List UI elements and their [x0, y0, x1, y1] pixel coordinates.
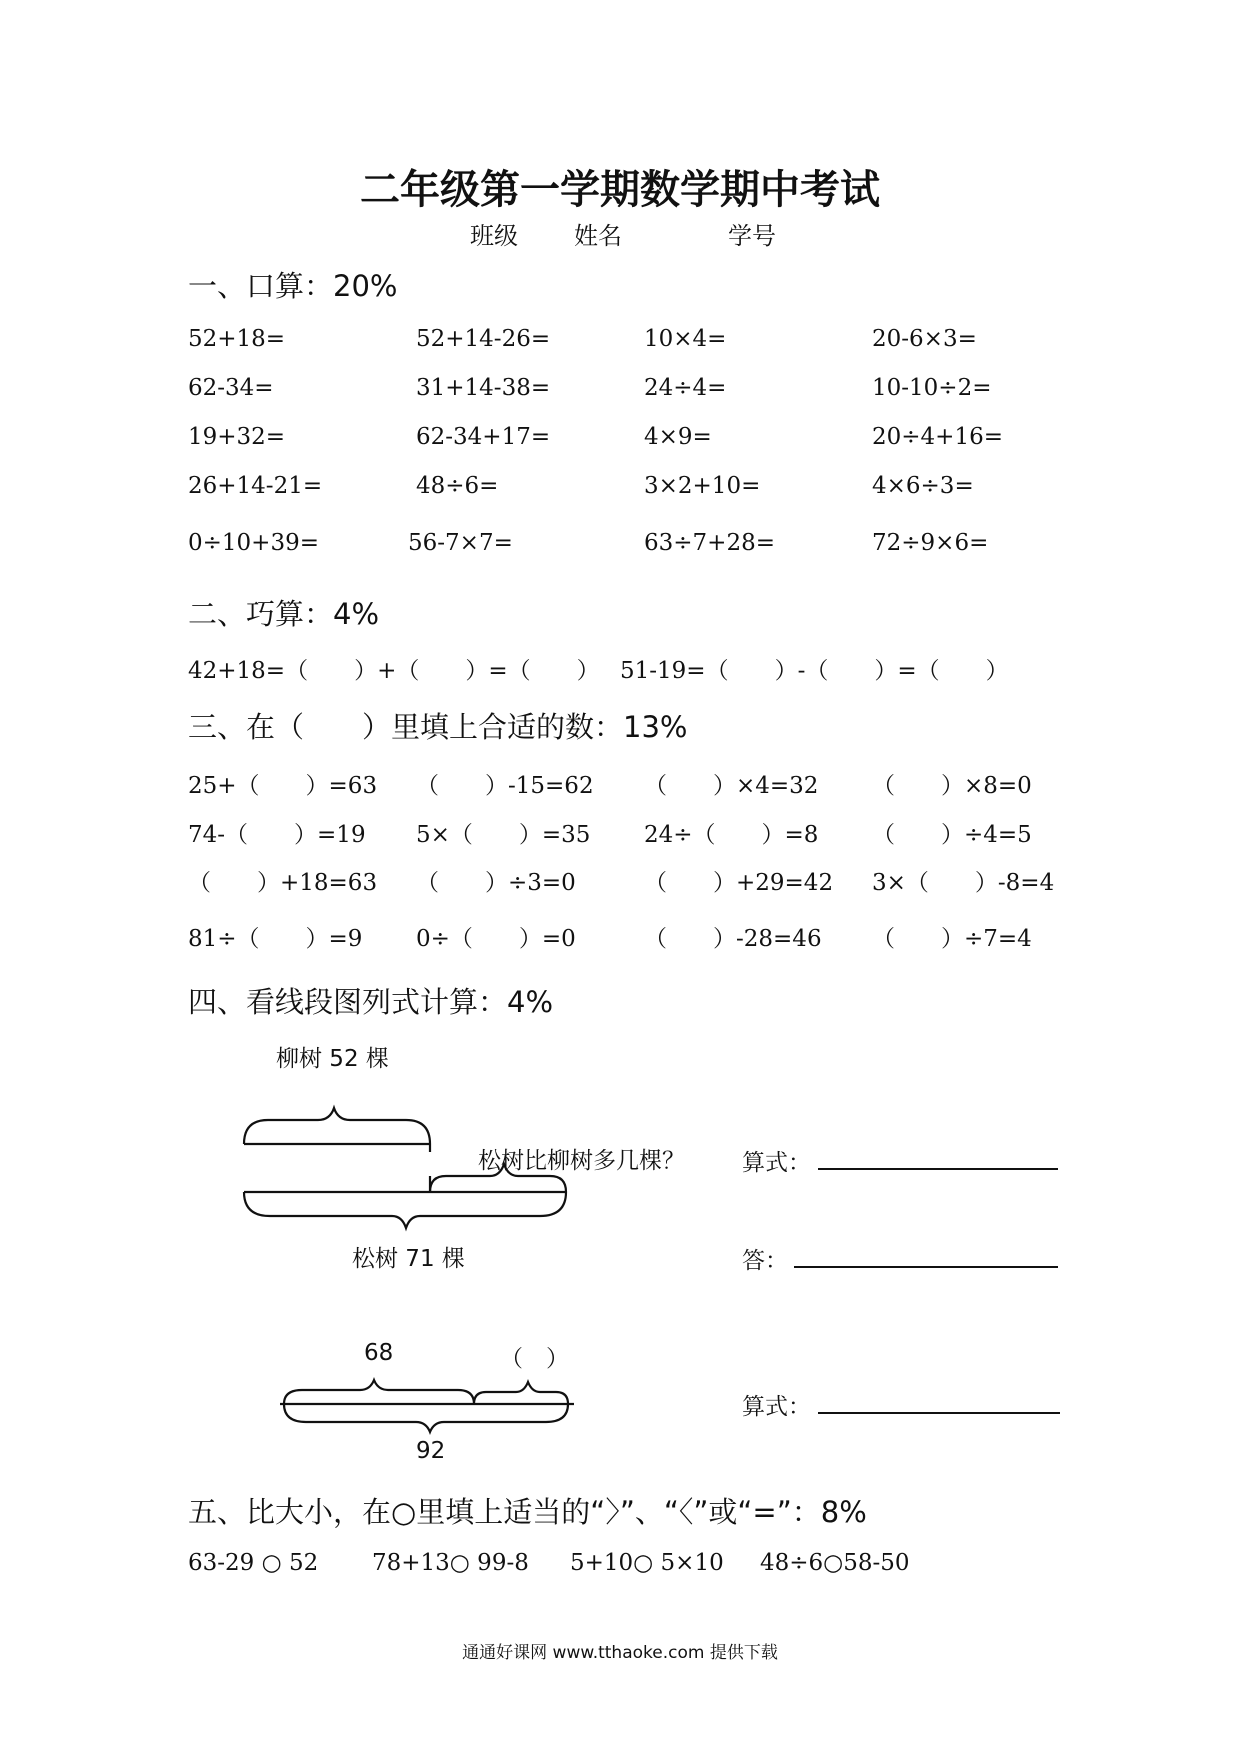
oral-problem: 48÷6= — [416, 473, 499, 499]
formula-answer-line-2[interactable] — [818, 1412, 1060, 1414]
compare-problem: 5+10○ 5×10 — [570, 1550, 724, 1576]
oral-problem: 63÷7+28= — [644, 530, 775, 556]
formula-answer-line[interactable] — [818, 1168, 1058, 1170]
fill-problem: （ ）-28=46 — [644, 926, 822, 952]
oral-problem: 10×4= — [644, 326, 727, 352]
smart-problem: 51-19=（ ）-（ ）=（ ） — [620, 658, 1009, 684]
fill-problem: （ ）÷3=0 — [416, 870, 576, 896]
oral-problem: 62-34= — [188, 375, 274, 401]
oral-problem: 52+18= — [188, 326, 286, 352]
compare-problem: 63-29 ○ 52 — [188, 1550, 319, 1576]
fill-problem: （ ）÷4=5 — [872, 822, 1032, 848]
fill-problem: （ ）×4=32 — [644, 773, 819, 799]
fill-problem: （ ）+29=42 — [644, 870, 834, 896]
oral-problem: 52+14-26= — [416, 326, 551, 352]
diagram2-top-value: 68 — [364, 1340, 394, 1366]
question-label: 松树比柳树多几棵？ — [478, 1148, 685, 1174]
willow-top-brace — [244, 1108, 430, 1144]
fill-problem: （ ）÷7=4 — [872, 926, 1032, 952]
section-diagram-heading: 四、看线段图列式计算：4% — [188, 985, 554, 1019]
fill-problem: 5×（ ）=35 — [416, 822, 591, 848]
class-label: 班级 — [470, 222, 518, 250]
oral-problem: 26+14-21= — [188, 473, 323, 499]
oral-problem: 24÷4= — [644, 375, 727, 401]
student-id-label: 学号 — [728, 222, 776, 250]
diagram2-blank: （ ） — [500, 1346, 569, 1372]
oral-problem: 4×6÷3= — [872, 473, 974, 499]
fill-problem: 0÷（ ）=0 — [416, 926, 576, 952]
section-compare-heading: 五、比大小，在○里填上适当的“〉”、“〈”或“=”：8% — [188, 1495, 867, 1529]
oral-problem: 56-7×7= — [408, 530, 513, 556]
name-label: 姓名 — [574, 222, 622, 250]
section-oral-heading: 一、口算：20% — [188, 269, 398, 303]
oral-problem: 19+32= — [188, 424, 286, 450]
formula-label-2: 算式： — [742, 1394, 811, 1420]
section-smart-heading: 二、巧算：4% — [188, 597, 380, 631]
oral-problem: 20÷4+16= — [872, 424, 1003, 450]
footer-source: 通通好课网 www.tthaoke.com 提供下载 — [462, 1643, 778, 1663]
compare-problem: 78+13○ 99-8 — [372, 1550, 529, 1576]
fill-problem: 25+（ ）=63 — [188, 773, 378, 799]
diagram2-bottom-brace — [284, 1404, 568, 1432]
sum-brace-diagram — [280, 1380, 574, 1432]
fill-problem: 3×（ ）-8=4 — [872, 870, 1055, 896]
compare-row — [0, 1550, 1240, 1584]
fill-problem: 74-（ ）=19 — [188, 822, 366, 848]
oral-problem: 31+14-38= — [416, 375, 551, 401]
answer-label: 答： — [742, 1248, 788, 1274]
fill-problem: （ ）×8=0 — [872, 773, 1032, 799]
oral-problem: 10-10÷2= — [872, 375, 992, 401]
pine-bottom-brace — [244, 1192, 566, 1228]
pine-label: 松树 71 棵 — [352, 1246, 465, 1272]
fill-problem: （ ）-15=62 — [416, 773, 594, 799]
oral-problem: 3×2+10= — [644, 473, 761, 499]
diagram2-top-brace — [284, 1380, 474, 1404]
diagram2-small-brace — [474, 1382, 568, 1404]
answer-line[interactable] — [794, 1266, 1058, 1268]
fill-problem: 81÷（ ）=9 — [188, 926, 363, 952]
section-fill-heading: 三、在（ ）里填上合适的数：13% — [188, 710, 688, 744]
oral-problem: 0÷10+39= — [188, 530, 319, 556]
fill-problem: 24÷（ ）=8 — [644, 822, 819, 848]
oral-problem: 72÷9×6= — [872, 530, 989, 556]
oral-problem: 4×9= — [644, 424, 712, 450]
willow-label: 柳树 52 棵 — [276, 1046, 389, 1072]
page-title: 二年级第一学期数学期中考试 — [360, 167, 880, 213]
oral-problem: 62-34+17= — [416, 424, 551, 450]
oral-problem: 20-6×3= — [872, 326, 977, 352]
smart-problem: 42+18=（ ）+（ ）=（ ） — [188, 658, 600, 684]
formula-label: 算式： — [742, 1150, 811, 1176]
fill-problem: （ ）+18=63 — [188, 870, 378, 896]
compare-problem: 48÷6○58-50 — [760, 1550, 910, 1576]
diagram2-bottom-value: 92 — [416, 1438, 446, 1464]
